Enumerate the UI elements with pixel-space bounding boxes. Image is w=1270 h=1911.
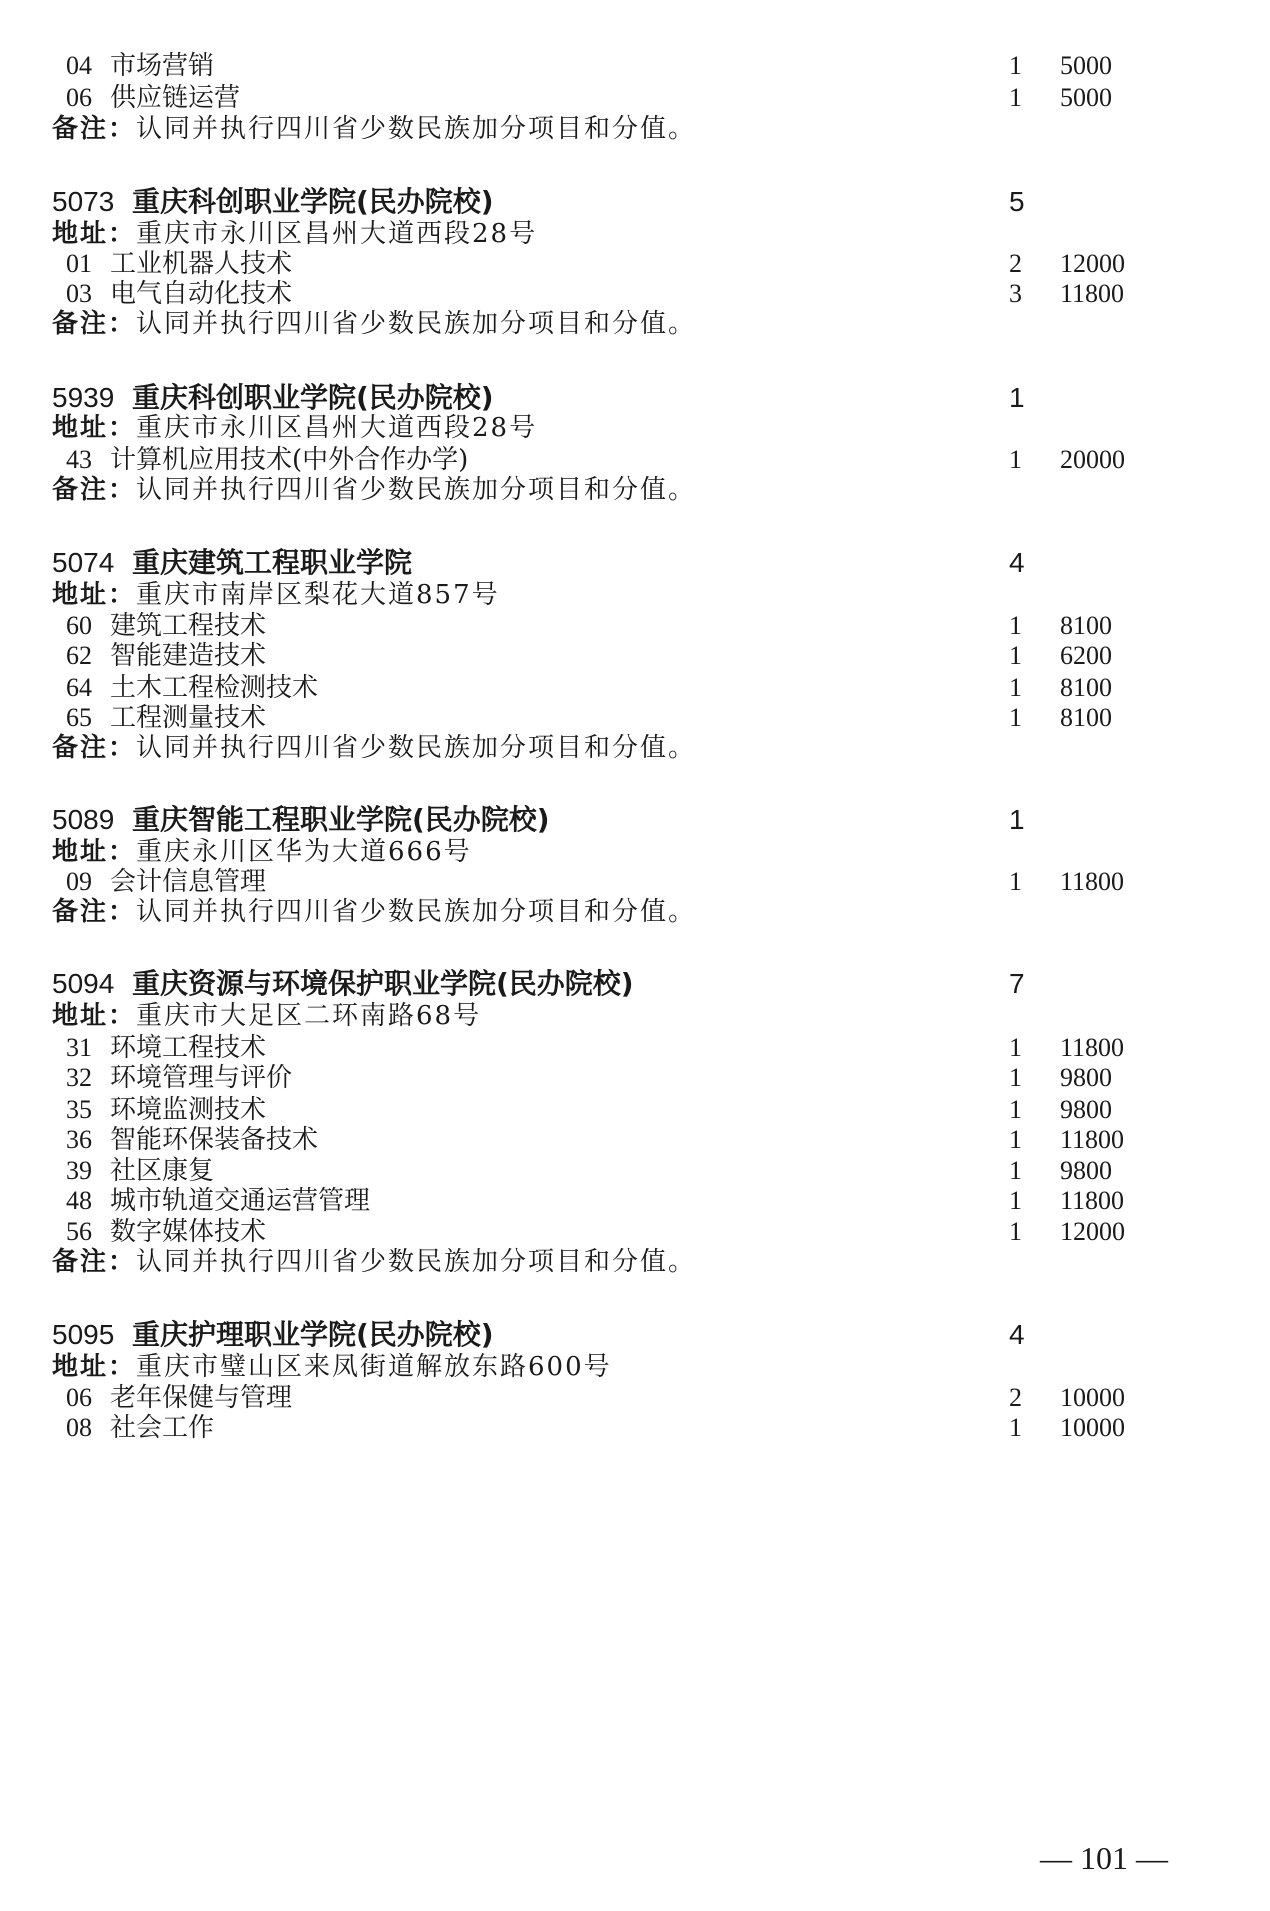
major-name: 市场营销 (110, 51, 215, 81)
major-row (52, 1154, 1112, 1188)
major-text (66, 277, 292, 311)
major-code: 35 (66, 1095, 92, 1124)
address-content: 重庆永川区华为大道666号 (136, 837, 472, 867)
major-text (66, 609, 266, 643)
address-content: 重庆市永川区昌州大道西段28号 (136, 219, 538, 249)
school-total-plan: 5 (1009, 186, 1025, 217)
major-row (52, 1031, 1125, 1065)
address-row (52, 578, 1052, 612)
major-tuition: 9800 (1060, 1156, 1112, 1185)
major-text (66, 701, 266, 735)
major-text (66, 1411, 214, 1445)
major-row (52, 865, 1125, 899)
major-name: 建筑工程技术 (110, 611, 267, 641)
major-code: 03 (66, 279, 92, 308)
school-header (52, 967, 1052, 1001)
school-header (52, 381, 1052, 415)
major-row (52, 277, 1125, 311)
note-row (52, 473, 1052, 507)
major-plan-count: 3 (1009, 279, 1022, 308)
major-plan-count: 1 (1009, 611, 1022, 640)
major-name: 智能建造技术 (110, 641, 267, 671)
school-header (52, 803, 1052, 837)
school-code: 5939 (52, 382, 115, 413)
major-name: 数字媒体技术 (110, 1217, 267, 1247)
school-title (52, 381, 494, 415)
address-text (52, 835, 472, 869)
note-label: 备注： (52, 897, 137, 927)
major-tuition: 10000 (1060, 1413, 1125, 1442)
major-code: 31 (66, 1033, 92, 1062)
address-row (52, 1350, 1052, 1384)
major-row (52, 1381, 1125, 1415)
major-name: 计算机应用技术(中外合作办学) (110, 445, 469, 475)
major-tuition: 11800 (1060, 867, 1125, 896)
major-tuition: 11800 (1060, 1033, 1125, 1062)
major-row (52, 81, 1112, 115)
major-row (52, 443, 1125, 477)
address-row (52, 835, 1052, 869)
address-label: 地址： (52, 1352, 137, 1382)
major-name: 电气自动化技术 (110, 279, 293, 309)
school-code: 5089 (52, 804, 115, 835)
school-code: 5094 (52, 968, 115, 999)
major-code: 62 (66, 641, 92, 670)
major-code: 36 (66, 1125, 92, 1154)
major-name: 工程测量技术 (110, 703, 267, 733)
major-code: 60 (66, 611, 92, 640)
school-name: 重庆科创职业学院(民办院校) (132, 185, 494, 218)
major-name: 老年保健与管理 (110, 1383, 293, 1413)
school-name: 重庆护理职业学院(民办院校) (132, 1318, 494, 1351)
major-code: 06 (66, 1383, 92, 1412)
major-row (52, 1411, 1125, 1445)
major-code: 08 (66, 1413, 92, 1442)
address-text (52, 999, 481, 1033)
school-code: 5073 (52, 186, 115, 217)
school-total-plan: 7 (1009, 968, 1025, 999)
major-row (52, 1093, 1112, 1127)
note-content: 认同并执行四川省少数民族加分项目和分值。 (136, 309, 697, 339)
school-header (52, 185, 1052, 219)
major-text (66, 247, 292, 281)
address-content: 重庆市永川区昌州大道西段28号 (136, 413, 538, 443)
note-label: 备注： (52, 309, 137, 339)
major-code: 32 (66, 1063, 92, 1092)
major-plan-count: 1 (1009, 445, 1022, 474)
address-text (52, 217, 537, 251)
major-plan-count: 2 (1009, 1383, 1022, 1412)
school-title (52, 1318, 494, 1352)
note-label: 备注： (52, 733, 137, 763)
address-content: 重庆市大足区二环南路68号 (136, 1001, 482, 1031)
major-plan-count: 1 (1009, 1186, 1022, 1215)
note-row (52, 895, 1052, 929)
major-tuition: 12000 (1060, 249, 1125, 278)
major-code: 09 (66, 867, 92, 896)
major-name: 供应链运营 (110, 83, 241, 113)
major-row (52, 671, 1112, 705)
major-text (66, 671, 318, 705)
school-total-plan: 4 (1009, 1319, 1025, 1350)
note-content: 认同并执行四川省少数民族加分项目和分值。 (136, 1247, 697, 1277)
major-name: 工业机器人技术 (110, 249, 293, 279)
major-name: 社区康复 (110, 1156, 215, 1186)
major-tuition: 6200 (1060, 641, 1112, 670)
school-total-plan: 1 (1009, 382, 1025, 413)
major-name: 智能环保装备技术 (110, 1125, 319, 1155)
note-row (52, 307, 1052, 341)
major-name: 社会工作 (110, 1413, 215, 1443)
address-content: 重庆市璧山区来凤街道解放东路600号 (136, 1352, 612, 1382)
major-row (52, 701, 1112, 735)
major-text (66, 639, 266, 673)
major-name: 环境监测技术 (110, 1095, 267, 1125)
note-label: 备注： (52, 114, 137, 144)
address-text (52, 1350, 612, 1384)
note-text (52, 473, 696, 507)
note-row (52, 112, 1052, 146)
school-name: 重庆建筑工程职业学院 (132, 546, 413, 579)
major-tuition: 20000 (1060, 445, 1125, 474)
major-tuition: 5000 (1060, 51, 1112, 80)
major-plan-count: 1 (1009, 1413, 1022, 1442)
note-content: 认同并执行四川省少数民族加分项目和分值。 (136, 114, 697, 144)
note-text (52, 1245, 696, 1279)
address-content: 重庆市南岸区梨花大道857号 (136, 580, 500, 610)
school-total-plan: 1 (1009, 804, 1025, 835)
major-name: 会计信息管理 (110, 867, 267, 897)
major-tuition: 11800 (1060, 1186, 1125, 1215)
major-code: 06 (66, 83, 92, 112)
major-tuition: 8100 (1060, 611, 1112, 640)
school-name: 重庆科创职业学院(民办院校) (132, 381, 494, 414)
major-row (52, 247, 1125, 281)
major-code: 56 (66, 1217, 92, 1246)
major-plan-count: 1 (1009, 1217, 1022, 1246)
school-title (52, 546, 412, 580)
major-code: 65 (66, 703, 92, 732)
major-tuition: 11800 (1060, 1125, 1125, 1154)
school-name: 重庆资源与环境保护职业学院(民办院校) (132, 967, 634, 1000)
note-content: 认同并执行四川省少数民族加分项目和分值。 (136, 733, 697, 763)
major-plan-count: 1 (1009, 1156, 1022, 1185)
school-title (52, 967, 634, 1001)
major-name: 城市轨道交通运营管理 (110, 1186, 371, 1216)
major-text (66, 49, 214, 83)
note-row (52, 731, 1052, 765)
major-row (52, 609, 1112, 643)
note-content: 认同并执行四川省少数民族加分项目和分值。 (136, 897, 697, 927)
major-text (66, 81, 240, 115)
major-text (66, 1184, 370, 1218)
major-row (52, 1061, 1112, 1095)
address-text (52, 578, 500, 612)
major-tuition: 8100 (1060, 703, 1112, 732)
major-tuition: 8100 (1060, 673, 1112, 702)
major-code: 48 (66, 1186, 92, 1215)
note-text (52, 731, 696, 765)
major-text (66, 1215, 266, 1249)
note-text (52, 895, 696, 929)
major-plan-count: 1 (1009, 673, 1022, 702)
major-tuition: 12000 (1060, 1217, 1125, 1246)
school-title (52, 185, 494, 219)
note-text (52, 307, 696, 341)
address-row (52, 217, 1052, 251)
address-text (52, 411, 537, 445)
address-label: 地址： (52, 413, 137, 443)
major-plan-count: 1 (1009, 867, 1022, 896)
school-name: 重庆智能工程职业学院(民办院校) (132, 803, 550, 836)
major-plan-count: 1 (1009, 641, 1022, 670)
major-row (52, 639, 1112, 673)
school-code: 5074 (52, 547, 115, 578)
address-label: 地址： (52, 1001, 137, 1031)
note-text (52, 112, 696, 146)
major-text (66, 865, 266, 899)
major-code: 64 (66, 673, 92, 702)
note-row (52, 1245, 1052, 1279)
major-plan-count: 1 (1009, 1095, 1022, 1124)
school-total-plan: 4 (1009, 547, 1025, 578)
address-label: 地址： (52, 219, 137, 249)
major-text (66, 1093, 266, 1127)
major-name: 环境管理与评价 (110, 1063, 293, 1093)
major-tuition: 9800 (1060, 1063, 1112, 1092)
major-name: 土木工程检测技术 (110, 673, 319, 703)
note-content: 认同并执行四川省少数民族加分项目和分值。 (136, 475, 697, 505)
major-row (52, 1215, 1125, 1249)
major-row (52, 49, 1112, 83)
major-code: 01 (66, 249, 92, 278)
major-text (66, 1154, 214, 1188)
major-plan-count: 1 (1009, 1033, 1022, 1062)
major-text (66, 1061, 292, 1095)
major-code: 04 (66, 51, 92, 80)
major-code: 39 (66, 1156, 92, 1185)
major-tuition: 5000 (1060, 83, 1112, 112)
major-text (66, 1031, 266, 1065)
major-plan-count: 1 (1009, 1063, 1022, 1092)
address-row (52, 999, 1052, 1033)
major-row (52, 1123, 1125, 1157)
note-label: 备注： (52, 475, 137, 505)
major-plan-count: 2 (1009, 249, 1022, 278)
major-plan-count: 1 (1009, 51, 1022, 80)
major-tuition: 11800 (1060, 279, 1125, 308)
school-title (52, 803, 550, 837)
school-header (52, 1318, 1052, 1352)
major-text (66, 1381, 292, 1415)
major-row (52, 1184, 1125, 1218)
major-text (66, 443, 468, 477)
major-plan-count: 1 (1009, 1125, 1022, 1154)
address-label: 地址： (52, 837, 137, 867)
school-header (52, 546, 1052, 580)
address-row (52, 411, 1052, 445)
major-text (66, 1123, 318, 1157)
major-name: 环境工程技术 (110, 1033, 267, 1063)
major-plan-count: 1 (1009, 83, 1022, 112)
major-tuition: 9800 (1060, 1095, 1112, 1124)
major-plan-count: 1 (1009, 703, 1022, 732)
school-code: 5095 (52, 1319, 115, 1350)
address-label: 地址： (52, 580, 137, 610)
major-code: 43 (66, 445, 92, 474)
major-tuition: 10000 (1060, 1383, 1125, 1412)
page-number: — 101 — (1040, 1840, 1168, 1876)
note-label: 备注： (52, 1247, 137, 1277)
